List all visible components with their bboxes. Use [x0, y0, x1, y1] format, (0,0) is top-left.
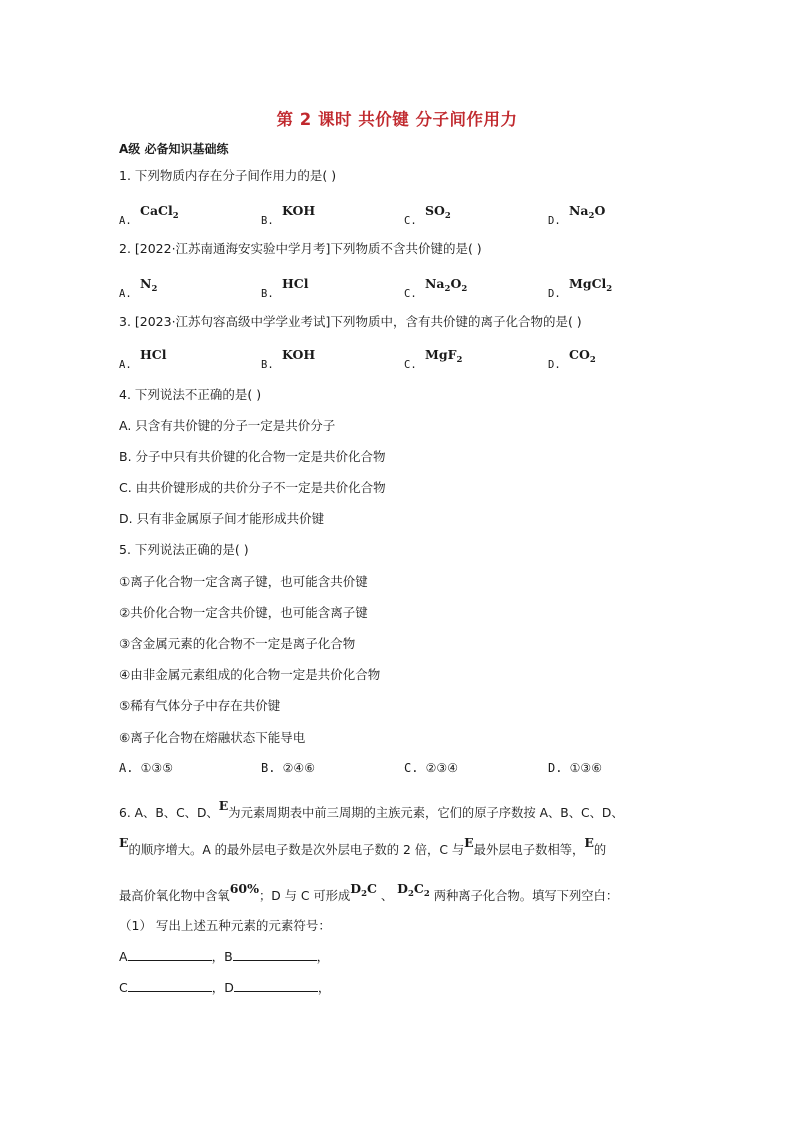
worksheet-page: 第 2 课时 共价键 分子间作用力 A级 必备知识基础练 1. 下列物质内存在分子间作用力的是( ) A. CaCl$_2$ B. KOH C. $SO_2$ D. $Na_2O$ 2. [2022·江苏南通海安实验中学月考]下列物质不含共价键的是( ) A. $N_2$ B. HCl C. $Na_2O_2$ D. MgCl$_2$ 3. [2023·江苏句容高级中学学业考试]下列物质中，含有共价键的离子化合物的是( ) A. HCl B. KOH C. MgF$_2$ D. $CO_2$ 4. 下列说法不正确的是( ) A. 只含有共价键的分子一定是共价分子 B. 分子中只有共价键的化合物一定是共价化合物 C. 由共价键形成的共价分子不一定是共价化合物 D. 只有非金属原子间才能形成共价键 5. 下列说法正确的是( ) ①离子化合物一定含离子键，也可能含共价键 ②共价化合物一定含共价键，也可能含离子键 ③含金属元素的化合物不一定是离子化合物 ④由非金属元素组成的化合物一定是共价化合物 ⑤稀有气体分子中存在共价键 ⑥离子化合物在熔融状态下能导电 A. ①③⑤ B. ②④⑥ C. ②③④ D. ①③⑥ 6. A、B、C、D、E为元素周期表中前三周期的主族元素，它们的原子序数按 A、B、C、D、 E的顺序增大。A 的最外层电子数是次外层电子数的 2 倍，C 与E最外层电子数相等，E的 最高价氧化物中含氧60%；D 与 C 可形成$D_2C$ 、 $D_2C_2$ 两种离子化合物。填写下列空白： （1） 写出上述五种元素的元素符号： A ，B ， C ，D ，	[0, 0, 794, 1123]
question-6-line-2: E的顺序增大。A 的最外层电子数是次外层电子数的 2 倍，C 与E最外层电子数相等，E的	[119, 835, 607, 857]
q5-answer-b[interactable]: B. ②④⑥	[261, 761, 315, 775]
q4-choice-d[interactable]: D. 只有非金属原子间才能形成共价键	[119, 511, 325, 526]
question-2-stem: 2. [2022·江苏南通海安实验中学月考]下列物质不含共价键的是( )	[119, 241, 482, 256]
q5-statement-5: ⑤稀有气体分子中存在共价键	[119, 698, 281, 713]
q5-statement-4: ④由非金属元素组成的化合物一定是共价化合物	[119, 667, 381, 682]
q4-choice-c[interactable]: C. 由共价键形成的共价分子不一定是共价化合物	[119, 480, 386, 495]
q5-answer-c[interactable]: C. ②③④	[404, 761, 458, 775]
question-6-line-1: 6. A、B、C、D、E为元素周期表中前三周期的主族元素，它们的原子序数按 A、B、C、D、	[119, 798, 624, 820]
q4-choice-a[interactable]: A. 只含有共价键的分子一定是共价分子	[119, 418, 336, 433]
q4-choice-b[interactable]: B. 分子中只有共价键的化合物一定是共价化合物	[119, 449, 386, 464]
q5-statement-6: ⑥离子化合物在熔融状态下能导电	[119, 730, 306, 745]
q5-answer-a[interactable]: A. ①③⑤	[119, 761, 173, 775]
q5-answer-d[interactable]: D. ①③⑥	[548, 761, 602, 775]
blank-a[interactable]	[128, 949, 212, 961]
question-6-line-3: 最高价氧化物中含氧60%；D 与 C 可形成$D_2C$ 、 $D_2C_2$ 两种离子化合物。填写下列空白：	[119, 881, 619, 903]
question-1-stem: 1. 下列物质内存在分子间作用力的是( )	[119, 168, 337, 183]
q5-statement-1: ①离子化合物一定含离子键，也可能含共价键	[119, 574, 368, 589]
q5-statement-3: ③含金属元素的化合物不一定是离子化合物	[119, 636, 356, 651]
q5-statement-2: ②共价化合物一定含共价键，也可能含离子键	[119, 605, 368, 620]
section-heading: A级 必备知识基础练	[119, 142, 229, 156]
blank-c[interactable]	[128, 980, 212, 992]
page-title: 第 2 课时 共价键 分子间作用力	[276, 110, 518, 129]
q6-fill-row-2: C ，D ，	[119, 980, 331, 995]
question-5-stem: 5. 下列说法正确的是( )	[119, 542, 249, 557]
blank-b[interactable]	[233, 949, 317, 961]
blank-d[interactable]	[234, 980, 318, 992]
q6-fill-row-1: A ，B ，	[119, 949, 330, 964]
question-4-stem: 4. 下列说法不正确的是( )	[119, 387, 262, 402]
question-6-part-1: （1） 写出上述五种元素的元素符号：	[119, 918, 331, 933]
question-3-stem: 3. [2023·江苏句容高级中学学业考试]下列物质中，含有共价键的离子化合物的是( )	[119, 314, 582, 329]
